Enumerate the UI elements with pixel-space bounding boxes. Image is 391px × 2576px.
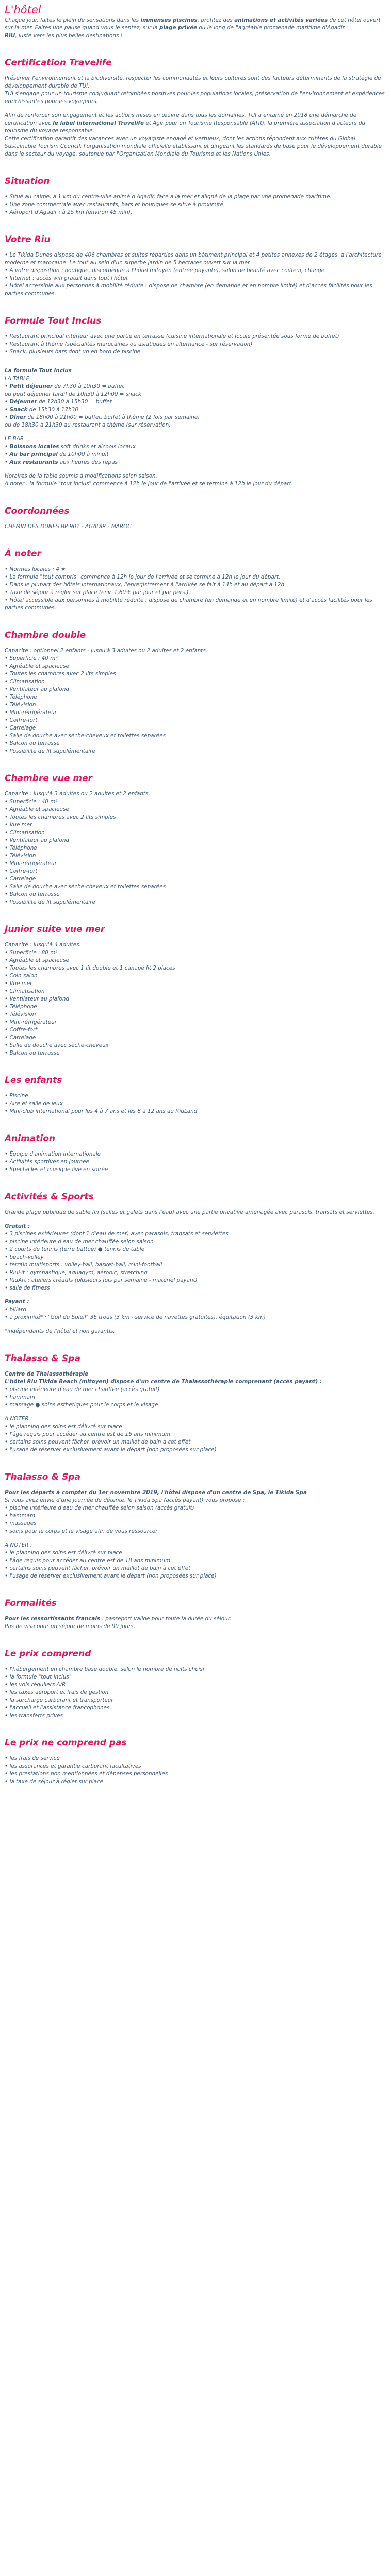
section-title-thalasso-spa: Thalasso & Spa — [5, 1472, 80, 1482]
travelife-p4: Cette certification garantit des vacances avec un voyagiste engagé et vertueux, dont les actions répondent aux critères du Global Sustainable Tourism Council, l'organisation mondiale officielle établissant et dirigeant les standards de base pour le développement durable dans le secteur du voyage, soutenue par l'Organisation Mondiale du Tourisme et les Nations Unies. — [5, 135, 382, 157]
bar-value: de 10h00 à minuit — [57, 451, 109, 457]
list-item: • Salle de douche avec sèche-cheveux et toilettes séparées — [5, 883, 386, 891]
riu-brand: RIU — [5, 32, 15, 39]
section-title-a-noter: À noter — [5, 549, 41, 559]
formalites-text: : passeport valide pour toute la durée du séjour. — [100, 1616, 232, 1622]
schedule-row: • Snack de 15h30 à 17h30 — [5, 406, 79, 413]
address: CHEMIN DES DUNES BP 901 - AGADIR - MAROC — [5, 523, 132, 530]
list-item: • les vols réguliers A/R — [5, 1681, 386, 1689]
list-item: • soins pour le corps et le visage afin de vous ressourcer — [5, 1528, 386, 1535]
spa-note-label: A NOTER : — [5, 1542, 32, 1548]
schedule-value: de 12h30 à 15h30 = buffet — [37, 399, 112, 405]
list-item: • Internet : accès wifi gratuit dans tout l'hôtel. — [5, 275, 386, 282]
list-item: • la formule "tout inclus" — [5, 1673, 386, 1681]
list-item: • Téléphone — [5, 844, 386, 852]
list-item: • Possibilité de lit supplémentaire — [5, 899, 386, 906]
bar-key: Boissons locales — [9, 444, 59, 450]
travelife-label: le label international Travelife — [53, 120, 144, 126]
prix-comprend-list — [5, 1666, 386, 1720]
activites-intro: Grande plage publique de sable fin (salles et galets dans l'eau) avec une partie privative aménagée avec parasols, transats et serviettes. — [5, 1209, 375, 1215]
formalites-label: Pour les ressortissants français — [5, 1616, 101, 1622]
list-item: • Possibilité de lit supplémentaire — [5, 748, 386, 755]
intro-text: ou le long de l'agréable promenade maritime d'Agadir. — [197, 25, 346, 31]
list-item: • Toutes les chambres avec 2 lits simples — [5, 670, 386, 678]
list-item: • Ventilateur au plafond — [5, 837, 386, 844]
intro-text: Chaque jour, faites le plein de sensations dans les — [5, 17, 141, 23]
list-item: • Situé au calme, à 1 km du centre-ville animé d'Agadir, face à la mer et aligné de la plage par une promenade maritime. — [5, 193, 386, 201]
schedule-key: Petit déjeuner — [9, 383, 53, 389]
schedule-row: • Déjeuner de 12h30 à 15h30 = buffet — [5, 399, 112, 405]
intro-highlight-animations: animations et activités variées — [234, 17, 328, 23]
list-item: • le planning des soins est délivré sur place — [5, 1423, 386, 1431]
list-item: • Spectacles et musique live en soirée — [5, 1166, 386, 1174]
room-capacity: Capacité : jusqu'à 4 adultes. — [5, 942, 81, 948]
section-title-enfants: Les enfants — [5, 1075, 62, 1086]
list-item: • la taxe de séjour à régler sur place — [5, 1778, 386, 1786]
list-item: • Vue mer — [5, 821, 386, 829]
thalasso-desc — [5, 1378, 386, 1386]
thalasso-note-label: A NOTER : — [5, 1416, 32, 1422]
list-item: • l'accueil et l'assistance francophones — [5, 1704, 386, 1712]
section-title-activites: Activités & Sports — [5, 1192, 94, 1202]
table-schedule — [5, 383, 386, 429]
activites-footnote: *indépendants de l'hôtel et non garantis. — [5, 1328, 115, 1334]
list-item: • les transferts privés — [5, 1712, 386, 1720]
list-item: • Restaurant à thème (spécialités marocaines ou asiatiques en alternance - sur réservation) — [5, 341, 386, 348]
list-item: • à proximité* : "Golf du Soleil" 36 trous (3 km - service de navettes gratuites), équitation (3 km) — [5, 1314, 386, 1321]
list-item: • Normes locales : 4 ★ — [5, 566, 386, 573]
list-item: • Agréable et spacieuse — [5, 663, 386, 670]
bar-value: soft drinks et alcools locaux — [59, 444, 136, 450]
section-title-tout-inclus: Formule Tout Inclus — [5, 316, 102, 326]
list-item: • Hôtel accessible aux personnes à mobilité réduite : dispose de chambre (en demande et en nombre limité) et d'accès facilités pour les parties communes. — [5, 597, 386, 612]
enfants-list — [5, 1092, 386, 1115]
tout-inclus-subtitle-text: La formule Tout Inclus — [5, 368, 72, 374]
formalites-p1 — [5, 1615, 386, 1623]
list-item: • l'hébergement en chambre base double, selon le nombre de nuits choisi — [5, 1666, 386, 1673]
payant-label-text: Payant : — [5, 1299, 29, 1305]
list-item: • Salle de douche avec sèche-cheveux et toilettes séparées — [5, 732, 386, 740]
intro-paragraph — [5, 16, 386, 32]
intro-text: , profitez des — [197, 17, 235, 23]
schedule-key: Déjeuner — [9, 399, 37, 405]
schedule-row: • Petit déjeuner de 7h30 à 10h30 = buffet — [5, 383, 124, 389]
list-item: • Snack, plusieurs bars dont un en bord de piscine — [5, 348, 386, 356]
list-item: • terrain multisports : volley-ball, basket-ball, mini-football — [5, 1261, 386, 1269]
bar-row: • Au bar principal de 10h00 à minuit — [5, 451, 109, 457]
list-item: • Télévision — [5, 701, 386, 709]
schedule-row — [5, 421, 386, 429]
schedule-value: ou de 18h30 à 21h30 au restaurant à thème (sur réservation) — [5, 422, 171, 428]
bar-key: Au bar principal — [9, 451, 58, 457]
section-title-prix-comprend: Le prix comprend — [5, 1649, 91, 1659]
section-title-votre-riu: Votre Riu — [5, 234, 51, 245]
list-item: • Carrelage — [5, 724, 386, 732]
list-item: • Toutes les chambres avec 2 lits simples — [5, 814, 386, 821]
bar-label: LE BAR — [5, 436, 24, 442]
intro-highlight-plage: plage privée — [159, 25, 198, 31]
list-item: • Mini-réfrigérateur — [5, 709, 386, 717]
tout-inclus-subtitle — [5, 367, 386, 375]
table-label: LA TABLE — [5, 376, 30, 382]
section-title-junior-suite: Junior suite vue mer — [5, 924, 105, 935]
schedule-value: de 18h00 à 21h00 = buffet, buffet à thème (2 fois par semaine) — [26, 414, 200, 420]
list-item: • Activités sportives en journée — [5, 1158, 386, 1166]
schedule-value: ou petit déjeuner tardif de 10h30 à 12h00 = snack — [5, 391, 141, 397]
intro-highlight-piscines: immenses piscines — [140, 17, 198, 23]
list-item: • Climatisation — [5, 678, 386, 686]
list-item: • Toutes les chambres avec 1 lit double et 1 canapé lit 2 places — [5, 964, 386, 972]
thalasso-centre — [5, 1370, 386, 1378]
list-item: • Coffre-fort — [5, 868, 386, 875]
junior-suite-list — [5, 949, 386, 1057]
payant-list — [5, 1306, 386, 1321]
list-item: • Équipe d'animation internationale — [5, 1150, 386, 1158]
list-item: • Une zone commerciale avec restaurants, bars et boutiques se situe à proximité. — [5, 201, 386, 209]
intro-text: de cet hôtel ouvert sur la mer. Faites une pause quand vous le sentez, sur la — [5, 17, 381, 31]
schedule-row: • Dîner de 18h00 à 21h00 = buffet, buffet à thème (2 fois par semaine) — [5, 414, 200, 420]
list-item: • Superficie : 40 m² — [5, 655, 386, 663]
section-title-travelife: Certification Travelife — [5, 58, 112, 68]
schedule-value: de 7h30 à 10h30 = buffet — [53, 383, 124, 389]
schedule-key: Snack — [9, 406, 28, 413]
section-title-formalites: Formalités — [5, 1598, 57, 1608]
list-item: • La formule "tout compris" commence à 12h le jour de l'arrivée et se termine à 12h le jour du départ. — [5, 573, 386, 581]
travelife-p1: Préserver l'environnement et la biodiversité, respecter les communautés et leurs cultures sont des facteurs déterminants de la stratégie de développement durable de TUI. — [5, 75, 381, 89]
list-item: • piscine intérieure d'eau de mer chauffée (accès gratuit) — [5, 1386, 386, 1394]
list-item: • Piscine — [5, 1092, 386, 1100]
schedule-value: de 15h30 à 17h30 — [27, 406, 79, 413]
list-item: • billard — [5, 1306, 386, 1314]
list-item: • les prestations non mentionnées et dépenses personnelles — [5, 1770, 386, 1778]
list-item: • RiuFit : gymnastique, aquagym, aérobic, stretching — [5, 1269, 386, 1277]
section-title-situation: Situation — [5, 176, 50, 187]
travelife-text: et Agir pour un Tourisme Responsable (ATR), la première association d'acteurs du tourisme du voyage responsable. — [5, 120, 366, 134]
bar-schedule — [5, 443, 386, 466]
intro-riu — [5, 32, 386, 40]
list-item: • Mini-réfrigérateur — [5, 860, 386, 868]
list-item: • les frais de service — [5, 1755, 386, 1762]
list-item: • Télévision — [5, 852, 386, 860]
list-item: • Télévision — [5, 1011, 386, 1019]
list-item: • Mini-club international pour les 4 à 7 ans et les 8 à 12 ans au RiuLand — [5, 1108, 386, 1115]
list-item: • Climatisation — [5, 988, 386, 995]
thalasso-desc-text: L'hôtel Riu Tikida Beach (mitoyen) dispose d'un centre de Thalassothérapie comprenant (accès payant) : — [5, 1379, 322, 1385]
list-item: • RiuArt : ateliers créatifs (plusieurs fois par semaine - matériel payant) — [5, 1277, 386, 1284]
section-title-hotel: L'hôtel — [5, 4, 41, 16]
section-title-prix-ne-comprend: Le prix ne comprend pas — [5, 1738, 127, 1748]
list-item: • Hôtel accessible aux personnes à mobilité réduite : dispose de chambre (en demande et en nombre limité) et d'accès facilités pour les parties communes. — [5, 282, 386, 298]
list-item: • Coffre-fort — [5, 1026, 386, 1034]
list-item: • massages — [5, 1520, 386, 1528]
list-item: • Téléphone — [5, 1003, 386, 1011]
list-item: • Ventilateur au plafond — [5, 686, 386, 693]
list-item: • Agréable et spacieuse — [5, 806, 386, 814]
chambre-vue-mer-list — [5, 798, 386, 906]
list-item: • 2 courts de tennis (terre battue) ● tennis de table — [5, 1246, 386, 1253]
chambre-double-list — [5, 655, 386, 755]
room-capacity: Capacité : optionnel 2 enfants - jusqu'à 3 adultes ou 2 adultes et 2 enfants. — [5, 648, 208, 654]
list-item: • la surcharge carburant et transporteur — [5, 1697, 386, 1704]
intro-text: , juste vers les plus belles destinations ! — [15, 32, 123, 39]
tout-inclus-note: A noter : la formule "tout inclus" commence à 12h le jour de l'arrivée et se termine à 12h le jour du départ. — [5, 481, 293, 487]
tout-inclus-note: Horaires de la table soumis à modifications selon saison. — [5, 473, 157, 479]
list-item: • Taxe de séjour à régler sur place (env. 1,60 € par jour et par pers.). — [5, 589, 386, 597]
list-item: • Climatisation — [5, 829, 386, 837]
room-capacity: Capacité : jusqu'à 3 adultes ou 2 adultes et 2 enfants. — [5, 791, 150, 797]
list-item: • Restaurant principal intérieur avec une partie en terrasse (cuisine internationale et locale présentée sous forme de buffet) — [5, 333, 386, 341]
section-title-coordonnees: Coordonnées — [5, 506, 70, 516]
list-item: • beach-volley — [5, 1253, 386, 1261]
gratuit-label-text: Gratuit : — [5, 1223, 30, 1229]
spa-desc2: Si vous avez envie d'une journée de détente, le Tikida Spa (accès payant) vous propose : — [5, 1497, 245, 1503]
list-item: • piscine intérieure d'eau de mer chauffée selon saison (accès gratuit) — [5, 1504, 386, 1512]
bar-key: Aux restaurants — [9, 459, 58, 465]
section-title-thalasso: Thalasso & Spa — [5, 1353, 80, 1364]
list-item: • Superficie : 80 m² — [5, 949, 386, 957]
list-item: • l'âge requis pour accéder au centre est de 18 ans minimum — [5, 1557, 386, 1565]
list-item: • Mini-réfrigérateur — [5, 1019, 386, 1026]
section-title-animation: Animation — [5, 1133, 56, 1144]
section-title-chambre-double: Chambre double — [5, 630, 86, 640]
list-item: • Ventilateur au plafond — [5, 995, 386, 1003]
list-item: • Téléphone — [5, 693, 386, 701]
list-item: • Superficie : 40 m² — [5, 798, 386, 806]
thalasso-notes — [5, 1423, 386, 1454]
list-item: • Balcon ou terrasse — [5, 891, 386, 899]
list-item: • hammam — [5, 1512, 386, 1520]
schedule-key: Dîner — [9, 414, 26, 420]
list-item: • Balcon ou terrasse — [5, 1049, 386, 1057]
list-item: • Aéroport d'Agadir : à 25 km (environ 45 min). — [5, 209, 386, 216]
list-item: • Balcon ou terrasse — [5, 740, 386, 748]
situation-list — [5, 193, 386, 216]
list-item: • Carrelage — [5, 875, 386, 883]
tout-inclus-list — [5, 333, 386, 356]
payant-label — [5, 1298, 386, 1306]
list-item: • Agréable et spacieuse — [5, 957, 386, 964]
list-item: • Salle de douche avec sèche-cheveux — [5, 1042, 386, 1049]
list-item: • l'âge requis pour accéder au centre est de 16 ans minimum — [5, 1431, 386, 1438]
gratuit-list — [5, 1230, 386, 1292]
spa-desc — [5, 1489, 386, 1497]
list-item: • Coin salon — [5, 972, 386, 980]
list-item: • l'usage de réserver exclusivement avant le départ (non proposées sur place) — [5, 1572, 386, 1580]
list-item: • Le Tikida Dunes dispose de 406 chambres et suites réparties dans un bâtiment principal et 4 petites annexes de 2 étages, à l'architecture moderne et marocaine. Le tout au sein d'un superbe jardin de 5 hectares ouvert sur la mer. — [5, 251, 386, 267]
animation-list — [5, 1150, 386, 1174]
list-item: • 3 piscines extérieures (dont 1 d'eau de mer) avec parasols, transats et serviettes — [5, 1230, 386, 1238]
list-item: • certains soins peuvent fâcher, prévoir un maillot de bain à cet effet — [5, 1565, 386, 1572]
list-item: • hammam — [5, 1394, 386, 1401]
travelife-p3 — [5, 112, 386, 135]
schedule-row — [5, 391, 386, 398]
thalasso-centre-text: Centre de Thalassothérapie — [5, 1371, 89, 1377]
votre-riu-list — [5, 251, 386, 298]
bar-row: • Aux restaurants aux heures des repas — [5, 459, 118, 465]
list-item: • massage ● soins esthétiques pour le corps et le visage — [5, 1401, 386, 1409]
travelife-text: Afin de renforcer son engagement et les actions mises en œuvre dans tous les domaines, TUI a entamé en 2018 une démarche de certification avec — [5, 112, 357, 126]
gratuit-label — [5, 1223, 386, 1230]
a-noter-list — [5, 566, 386, 612]
list-item: • les taxes aéroport et frais de gestion — [5, 1689, 386, 1697]
spa-notes — [5, 1549, 386, 1580]
spa-desc-text: Pour les départs à compter du 1er novembre 2019, l'hôtel dispose d'un centre de Spa, le Tikida Spa — [5, 1489, 307, 1496]
spa-list — [5, 1504, 386, 1535]
list-item: • piscine intérieure d'eau de mer chauffée selon saison — [5, 1238, 386, 1246]
thalasso-list — [5, 1386, 386, 1409]
list-item: • les assurances et garantie carburant facultatives — [5, 1762, 386, 1770]
bar-row: • Boissons locales soft drinks et alcools locaux — [5, 444, 136, 450]
list-item: • Coffre-fort — [5, 717, 386, 724]
travelife-p2: TUI s'engage pour un tourisme conjuguant retombées positives pour les populations locales, préservation de l'environnement et expériences enrichissantes pour les voyageurs. — [5, 91, 385, 105]
section-title-chambre-vue-mer: Chambre vue mer — [5, 773, 93, 784]
list-item: • Dans le plupart des hôtels internationaux, l'enregistrement à l'arrivée se fait à 14h et au départ à 12h. — [5, 581, 386, 589]
list-item: • salle de fitness — [5, 1284, 386, 1292]
list-item: • l'usage de réserver exclusivement avant le départ (non proposées sur place) — [5, 1446, 386, 1454]
formalites-p2: Pas de visa pour un séjour de moins de 90 jours. — [5, 1623, 136, 1630]
list-item: • À votre disposition : boutique, discothèque à l'hôtel mitoyen (entrée payante), salon de beauté avec coiffeur, change. — [5, 267, 386, 275]
prix-ne-comprend-list — [5, 1755, 386, 1786]
list-item: • Vue mer — [5, 980, 386, 988]
list-item: • Aire et salle de jeux — [5, 1100, 386, 1108]
list-item: • certains soins peuvent fâcher, prévoir un maillot de bain à cet effet — [5, 1438, 386, 1446]
list-item: • le planning des soins est délivré sur place — [5, 1549, 386, 1557]
list-item: • Carrelage — [5, 1034, 386, 1042]
bar-value: aux heures des repas — [58, 459, 118, 465]
